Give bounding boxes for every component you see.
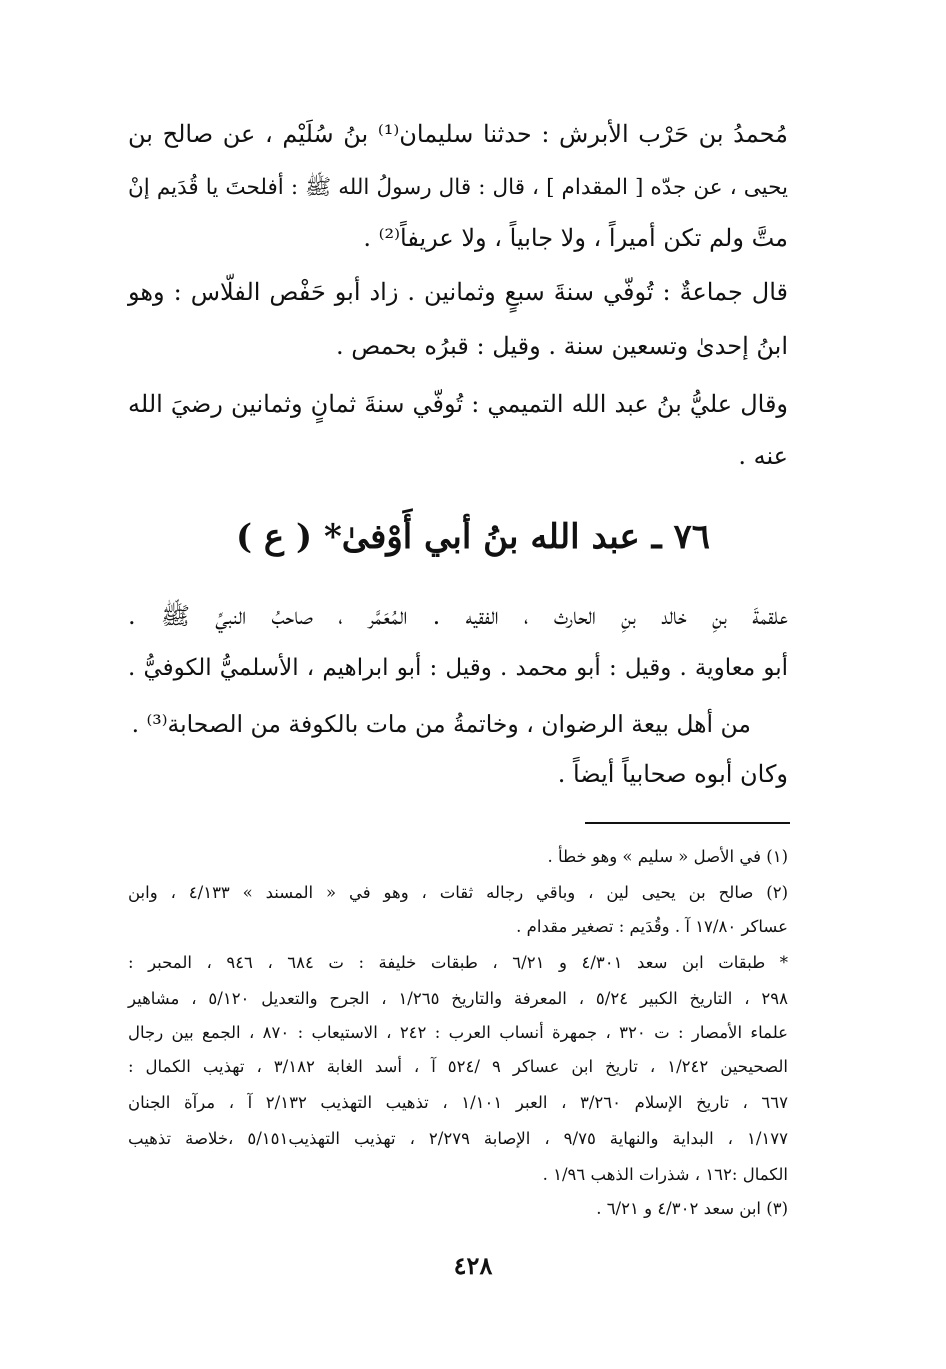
page-number: ٤٢٨ <box>453 1251 493 1280</box>
footnote-line: * طبقات ابن سعد ٤/٣٠١ و ٦/٢١ ، طبقات خليفة : ت ٦٨٤ ، ٩٤٦ ، المحبر : <box>128 953 788 972</box>
body-line: قال جماعةٌ : تُوفّي سنةَ سبعٍ وثمانين . زاد أبو حَفْص الفلّاس : وهو <box>128 278 788 306</box>
body-line: متَّ ولم تكن أميراً ، ولا جابياً ، ولا عريفاً⁽²⁾ . <box>363 224 788 252</box>
body-line: وقال عليُّ بنُ عبد الله التميمي : تُوفّي سنةَ ثمانٍ وثمانين رضيَ الله <box>128 390 788 418</box>
body-line: يحيى ، عن جدّه [ المقدام ] ، قال : قال رسولُ الله ﷺ : أفلحتَ يا قُدَيم إنْ <box>128 175 788 200</box>
footnote-line: ٢٩٨ ، التاريخ الكبير ٥/٢٤ ، المعرفة والتاريخ ١/٢٦٥ ، الجرح والتعديل ٥/١٢٠ ، مشاهير <box>128 989 789 1008</box>
footnote-line: الصحيحين ١/٢٤٢ ، تاريخ ابن عساكر ٩ /٥٢٤ آ ، أسد الغابة ٣/١٨٢ ، تهذيب الكمال : <box>128 1057 788 1076</box>
entry-line: أبو معاوية . وقيل : أبو محمد . وقيل : أبو ابراهيم ، الأسلميُّ الكوفيُّ . <box>128 655 788 681</box>
body-line: عنه . <box>738 442 788 470</box>
body-line: مُحمدُ بن حَرْب الأبرش : حدثنا سليمان⁽¹⁾ بنُ سُلَيْم ، عن صالح بن <box>128 120 788 148</box>
footnote-line: (١) في الأصل « سليم » وهو خطأ . <box>547 847 788 866</box>
entry-line: علقمةَ بنِ خالد بنِ الحارث ، الفقيه . المُعَمَّر ، صاحبُ النبيِّ ﷺ . <box>128 602 788 630</box>
body-line: ابنُ إحدىٰ وتسعين سنة . وقيل : قبرُه بحمص . <box>336 332 788 360</box>
footnote-line: الكمال :١٦٢ ، شذرات الذهب ١/٩٦ . <box>542 1165 788 1184</box>
entry-heading: ٧٦ ـ عبد الله بنُ أبي أَوْفىٰ* ( ع ) <box>236 517 710 557</box>
entry-line: من أهل بيعة الرضوان ، وخاتمةُ من مات بالكوفة من الصحابة⁽³⁾ . <box>131 710 751 738</box>
footnote-line: (٢) صالح بن يحيى لين ، وباقي رجاله ثقات ، وهو في « المسند » ٤/١٣٣ ، وابن <box>128 883 788 902</box>
footnote-line: ٦٦٧ ، تاريخ الإسلام ٣/٢٦٠ ، العبر ١/١٠١ ، تذهيب التهذيب ٢/١٣٢ آ ، مرآة الجنان <box>128 1093 788 1112</box>
footnote-line: ١/١٧٧ ، البداية والنهاية ٩/٧٥ ، الإصابة ٢/٢٧٩ ، تهذيب التهذيب٥/١٥١ ،خلاصة تذهيب <box>128 1129 788 1148</box>
entry-line: وكان أبوه صحابياً أيضاً . <box>557 760 788 788</box>
footnote-line: عساكر ١٧/٨٠ آ . وقُدَيم : تصغير مقدام . <box>516 917 788 936</box>
footnote-line: علماء الأمصار : ت ٣٢٠ ، جمهرة أنساب العرب : ٢٤٢ ، الاستيعاب : ٨٧٠ ، الجمع بين رجال <box>128 1023 789 1042</box>
footnote-line: (٣) ابن سعد ٤/٣٠٢ و ٦/٢١ . <box>596 1199 788 1218</box>
footnote-separator <box>585 822 790 824</box>
